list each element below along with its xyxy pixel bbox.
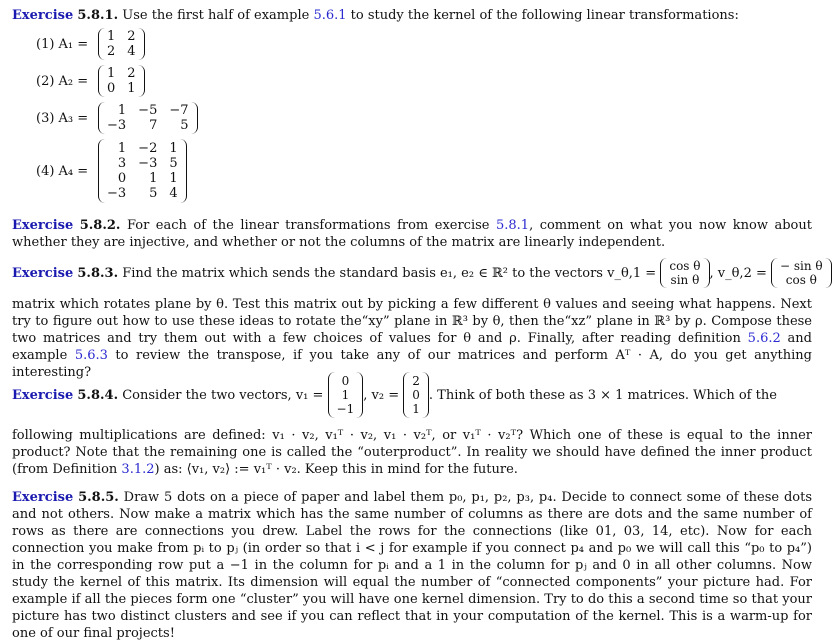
vector-entry: 1 bbox=[341, 388, 350, 402]
exercise-number: 5.8.1. bbox=[77, 8, 119, 23]
matrix-entry: −3 bbox=[138, 156, 158, 171]
matrix-item-3 bbox=[36, 102, 198, 134]
exercise-text: Find the matrix which sends the standard basis e₁, e₂ ∈ ℝ² to the vectors v_θ,1 = bbox=[122, 265, 657, 281]
matrix-entry: 4 bbox=[127, 44, 136, 59]
vector-entry: 2 bbox=[412, 374, 420, 388]
exercise-5-8-4-body bbox=[12, 427, 812, 478]
exercise-number: 5.8.2. bbox=[79, 218, 121, 233]
vector-entry: cos θ bbox=[669, 259, 701, 273]
matrix-entry: 5 bbox=[149, 186, 158, 201]
matrix-entry: 1 bbox=[169, 171, 178, 186]
vector-v1 bbox=[328, 372, 364, 418]
matrix-item-2 bbox=[36, 65, 145, 97]
matrix-label: (1) A₁ = bbox=[36, 36, 89, 52]
exercise-text: For each of the linear transformations from exercise bbox=[126, 218, 496, 233]
matrix-A1 bbox=[98, 28, 145, 60]
exercise-5-8-4-first-line bbox=[12, 372, 777, 418]
ref-example-5-6-1[interactable]: 5.6.1 bbox=[313, 8, 347, 23]
matrix-entry: 5 bbox=[180, 118, 189, 133]
matrix-entry: 0 bbox=[117, 171, 127, 186]
exercise-label: Exercise bbox=[12, 387, 74, 403]
exercise-label: Exercise bbox=[12, 8, 74, 23]
matrix-label: (2) A₂ = bbox=[36, 73, 89, 89]
vector-entry: 0 bbox=[412, 388, 420, 402]
exercise-5-8-5 bbox=[12, 489, 812, 642]
vector-entry: −1 bbox=[336, 402, 355, 416]
matrix-A2 bbox=[98, 65, 145, 97]
matrix-entry: 2 bbox=[127, 29, 136, 44]
exercise-number: 5.8.5. bbox=[78, 490, 119, 505]
matrix-label: (3) A₃ = bbox=[36, 110, 89, 126]
matrix-label: (4) A₄ = bbox=[36, 163, 89, 179]
exercise-text: , comment on what you now know about whether they are injective, and whether or not the columns of the matrix are linearly independent. bbox=[12, 218, 812, 250]
exercise-5-8-1-heading bbox=[12, 7, 812, 24]
exercise-label: Exercise bbox=[12, 218, 74, 233]
matrix-entry: 1 bbox=[127, 81, 136, 96]
exercise-text: and example bbox=[12, 331, 813, 363]
ref-definition-3-1-2[interactable]: 3.1.2 bbox=[121, 462, 155, 477]
matrix-entry: 4 bbox=[169, 186, 178, 201]
matrix-A3 bbox=[98, 102, 198, 134]
exercise-text: Use the first half of example bbox=[122, 8, 314, 23]
exercise-text: following multiplications are defined: v₁ · v₂, v₁ᵀ · v₂, v₁ · v₂ᵀ, or v₁ᵀ · v₂ᵀ? Which one of these is equal to the inner product? Note that the remaining one is called the “outerproduct”. In reality we should have defined the inner product (from Definition bbox=[12, 428, 812, 477]
vector-v-theta-2 bbox=[771, 258, 832, 288]
exercise-text: , v₂ = bbox=[363, 387, 400, 403]
vector-v-theta-1 bbox=[660, 258, 709, 288]
exercise-text: , v_θ,2 = bbox=[709, 265, 767, 281]
matrix-entry: 5 bbox=[169, 156, 178, 171]
matrix-entry: −3 bbox=[107, 118, 127, 133]
vector-v2 bbox=[403, 372, 429, 418]
exercise-text: matrix which rotates plane by θ. Test this matrix out by picking a few different θ values and seeing what happens. Next try to figure out how to use these ideas to rotate the“xy” plane in ℝ³ by θ, then the“xz” plane in ℝ³ by ρ. Compose these two matrices and try them out with a few choices of values for θ and ρ. Finally, after reading definition bbox=[12, 297, 812, 346]
matrix-item-4 bbox=[36, 139, 187, 203]
matrix-entry: 1 bbox=[149, 171, 158, 186]
ref-definition-5-6-2[interactable]: 5.6.2 bbox=[747, 331, 781, 346]
matrix-entry: 1 bbox=[117, 141, 127, 156]
exercise-5-8-3-body bbox=[12, 296, 812, 381]
vector-entry: sin θ bbox=[670, 273, 700, 287]
matrix-entry: 1 bbox=[107, 66, 116, 81]
matrix-entry: −2 bbox=[138, 141, 158, 156]
ref-example-5-6-3[interactable]: 5.6.3 bbox=[74, 348, 108, 363]
exercise-text: Draw 5 dots on a piece of paper and label them p₀, p₁, p₂, p₃, p₄. Decide to connect some of these dots and not others. Now make a matrix which has the same number of columns as there are dots and the same number of rows as there are connections you drew. Label the rows for the connections (like 01, 03, 14, etc). Now for each connection you make from pᵢ to pⱼ (in order so that i < j for example if you connect p₄ and p₀ we will call this “p₀ to p₄”) in the corresponding row put a −1 in the column for pᵢ and a 1 in the column for pⱼ and 0 in all other columns. Now study the kernel of this matrix. Its dimension will equal the number of “connected components” your picture had. For example if all the pieces form one “cluster” you will have one kernel dimension. Try to do this a second time so that your picture has two distinct clusters and see if you can reflect that in your computation of the kernel. This is a warm-up for one of our final projects! bbox=[12, 490, 812, 641]
exercise-number: 5.8.4. bbox=[77, 387, 119, 403]
matrix-entry: 0 bbox=[107, 81, 116, 96]
ref-exercise-5-8-1[interactable]: 5.8.1 bbox=[495, 218, 530, 233]
matrix-entry: 1 bbox=[169, 141, 178, 156]
exercise-5-8-3-first-line bbox=[12, 258, 832, 288]
vector-entry: − sin θ bbox=[780, 259, 823, 273]
matrix-entry: 2 bbox=[127, 66, 136, 81]
matrix-entry: 2 bbox=[107, 44, 116, 59]
matrix-entry: 7 bbox=[149, 118, 158, 133]
exercise-text: to review the transpose, if you take any of our matrices and perform Aᵀ · A, do you get anything interesting? bbox=[12, 348, 812, 380]
matrix-entry: −7 bbox=[169, 103, 189, 118]
matrix-A4 bbox=[98, 139, 187, 203]
exercise-label: Exercise bbox=[12, 265, 74, 281]
exercise-text: Consider the two vectors, v₁ = bbox=[122, 387, 324, 403]
matrix-entry: 1 bbox=[107, 29, 116, 44]
matrix-entry: 3 bbox=[117, 156, 127, 171]
exercise-text: . Think of both these as 3 × 1 matrices. Which of the bbox=[428, 387, 777, 403]
exercise-number: 5.8.3. bbox=[77, 265, 119, 281]
exercise-5-8-2 bbox=[12, 217, 812, 251]
exercise-text: ) as: ⟨v₁, v₂⟩ := v₁ᵀ · v₂. Keep this in mind for the future. bbox=[154, 462, 518, 477]
vector-entry: 0 bbox=[341, 374, 350, 388]
matrix-entry: 1 bbox=[117, 103, 127, 118]
exercise-label: Exercise bbox=[12, 490, 74, 505]
vector-entry: cos θ bbox=[785, 273, 817, 287]
matrix-entry: −3 bbox=[107, 186, 127, 201]
exercise-text: to study the kernel of the following linear transformations: bbox=[346, 8, 739, 23]
vector-entry: 1 bbox=[412, 402, 420, 416]
matrix-item-1 bbox=[36, 28, 145, 60]
matrix-entry: −5 bbox=[138, 103, 158, 118]
